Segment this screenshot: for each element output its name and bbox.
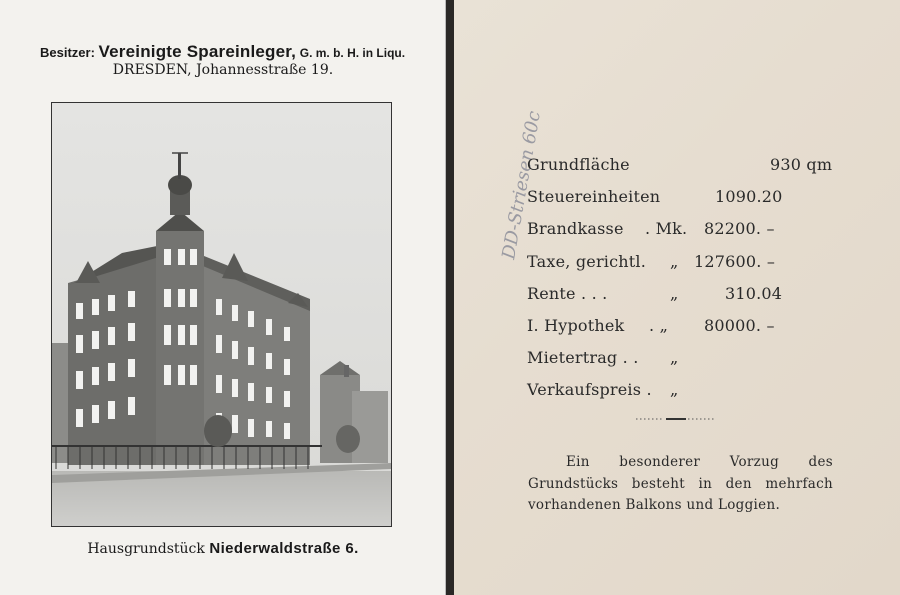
row-value: 310.04: [725, 284, 783, 303]
row-value: 82200. –: [704, 219, 775, 238]
row-brandkasse: [527, 219, 775, 238]
row-label: Steuereinheiten: [527, 187, 661, 206]
caption-street: Niederwaldstraße 6.: [209, 540, 359, 557]
row-value: 127600. –: [694, 252, 776, 271]
row-marker: „: [670, 380, 679, 399]
row-label: Verkaufspreis .: [527, 380, 652, 399]
row-label: Brandkasse: [527, 219, 624, 238]
caption-prefix: Hausgrundstück: [87, 541, 205, 557]
row-grundflaeche: [527, 155, 833, 174]
row-mietertrag: [527, 348, 679, 367]
owner-company: Vereinigte Spareinleger,: [98, 42, 297, 61]
row-label: Rente . . .: [527, 284, 608, 303]
row-marker: . „: [649, 316, 669, 335]
back-note: Ein besonderer Vorzug des Grundstücks besteht in den mehrfach vorhandenen Balkons und Loggien.: [528, 454, 833, 513]
row-label: Mietertrag . .: [527, 348, 639, 367]
row-label: Taxe, gerichtl.: [527, 252, 647, 271]
building-photo: [51, 102, 392, 527]
row-value: 80000. –: [704, 316, 775, 335]
row-taxe: [527, 252, 776, 271]
owner-line: [40, 42, 420, 62]
owner-address: DRESDEN, Johannesstraße 19.: [112, 62, 334, 78]
owner-label: Besitzer:: [40, 45, 95, 60]
row-steuereinheiten: [527, 187, 783, 206]
row-value: 930 qm: [770, 155, 833, 174]
row-marker: . Mk.: [645, 219, 688, 238]
row-marker: „: [670, 348, 679, 367]
handwritten-note-text: DD-Striesen 60c: [498, 109, 545, 261]
owner-suffix: G. m. b. H. in Liqu.: [299, 46, 406, 60]
row-hypothek: [527, 316, 775, 335]
ornamental-divider: [636, 418, 716, 420]
row-verkaufspreis: [527, 380, 679, 399]
row-label: I. Hypothek: [527, 316, 625, 335]
card-front: [0, 0, 446, 595]
photo-caption: [0, 540, 446, 557]
row-marker: „: [670, 284, 679, 303]
row-value: 1090.20: [715, 187, 783, 206]
building-illustration: [52, 103, 391, 526]
row-marker: „: [670, 252, 679, 271]
row-rente: [527, 284, 783, 303]
row-label: Grundfläche: [527, 155, 630, 174]
